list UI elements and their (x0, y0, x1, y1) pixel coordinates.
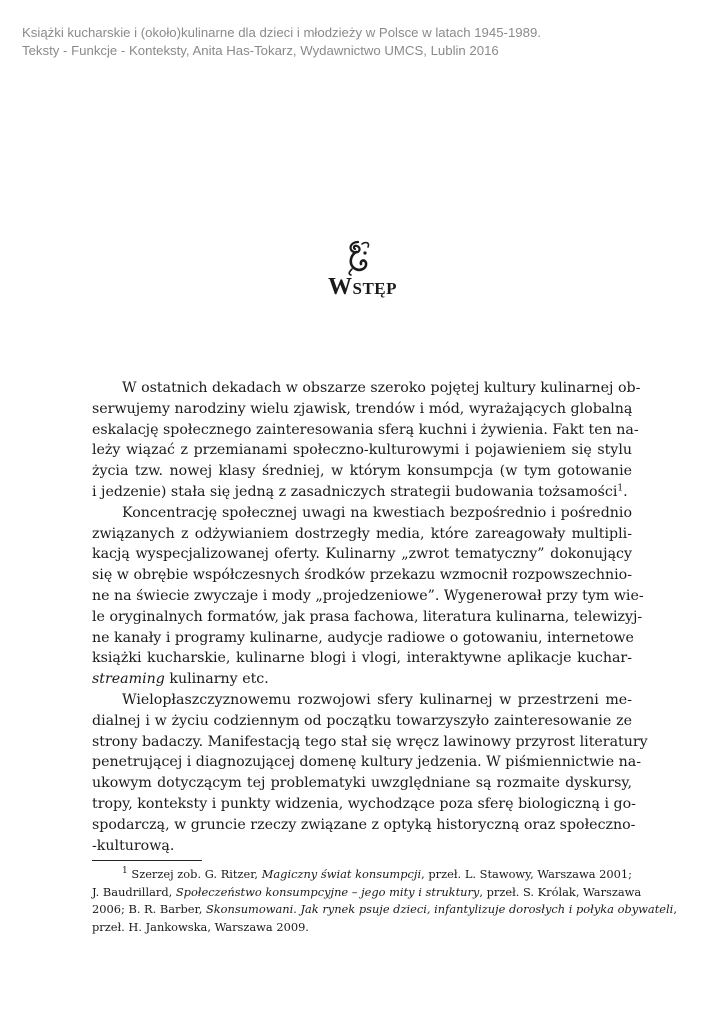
floral-ornament-icon (340, 238, 374, 276)
footnote-divider (92, 860, 202, 861)
paragraph-1-line: serwujemy narodziny wielu zjawisk, trendów i mód, wyrażających globalną (92, 400, 633, 417)
body-text (92, 378, 648, 856)
paragraph-1-end: . (623, 483, 628, 500)
paragraph-1-line: życia tzw. nowej klasy średniej, w którym konsumpcja (w tym gotowanie (92, 463, 632, 480)
paragraph-2-line: związanych z odżywianiem dostrzegły media, które zareagowały multipli- (92, 525, 632, 542)
paragraph-1-line: W ostatnich dekadach w obszarze szeroko pojętej kultury kulinarnej ob- (122, 380, 641, 396)
paragraph-3-line: strony badaczy. Manifestacją tego stał się wręcz lawinowy przyrost literatury (92, 733, 648, 750)
source-citation-header (22, 24, 712, 60)
paragraph-2-line: ne na świecie zwyczaje i mody „projedzeniowe”. Wygenerował przy tym wie- (92, 587, 644, 604)
footnote-reference: 1 (617, 483, 624, 494)
paragraph-3-line: penetrującej i diagnozującej domenę kultury jedzenia. W piśmiennictwie na- (92, 754, 641, 771)
chapter-title: Wstęp (327, 274, 398, 300)
paragraph-2-last-line (92, 669, 632, 690)
paragraph-3-last-line: -kulturową. (92, 837, 175, 854)
footnote-text: Szerzej zob. G. Ritzer, (127, 867, 262, 881)
paragraph-3-line: spodarczą, w gruncie rzeczy związane z optyką historyczną oraz społeczno- (92, 816, 636, 833)
paragraph-2-line: książki kucharskie, kulinarne blogi i vlogi, interaktywne aplikacje kuchar- (92, 650, 632, 667)
footnote-number: 1 (122, 866, 128, 877)
footnote-text: , (673, 902, 677, 917)
paragraph-2-line: kacją wyspecjalizowanej oferty. Kulinarny „zwrot tematyczny” dokonujący (92, 546, 632, 563)
footnote-line: przeł. H. Jankowska, Warszawa 2009. (92, 919, 309, 934)
footnote-text: 2006; B. R. Barber, (92, 902, 206, 917)
italic-term: streaming (92, 671, 165, 688)
paragraph-1-line: eskalację społecznego zainteresowania sferą kuchni i żywienia. Fakt ten na- (92, 421, 639, 438)
footnote-text: , przeł. L. Stawowy, Warszawa 2001; (421, 867, 632, 881)
footnote-italic-title: Skonsumowani. Jak rynek psuje dzieci, infantylizuje dorosłych i połyka obywateli (205, 902, 674, 917)
footnote-italic-title: Społeczeństwo konsumpcyjne – jego mity i struktury (175, 884, 480, 899)
source-citation-line-2: Teksty - Funkcje - Konteksty, Anita Has-Tokarz, Wydawnictwo UMCS, Lublin 2016 (22, 43, 499, 58)
paragraph-2-line: ne kanały i programy kulinarne, audycje radiowe o gotowaniu, internetowe (92, 629, 634, 646)
paragraph-2-line: się w obrębie współczesnych środków przekazu wzmocnił rozpowszechnio- (92, 567, 632, 584)
paragraph-2-line-text: kulinarny etc. (164, 671, 269, 688)
paragraph-3-line: tropy, konteksty i punkty widzenia, wychodzące poza sferę biologiczną i go- (92, 795, 636, 812)
footnote-text: J. Baudrillard, (92, 884, 176, 899)
paragraph-3-line: ukowym dotyczącym tej problematyki uwzględniane są rozmaite dyskursy, (92, 775, 632, 792)
paragraph-1-line-text: i jedzenie) stała się jedną z zasadniczych strategii budowania tożsamości (92, 483, 618, 500)
paragraph-3-line: dialnej i w życiu codziennym od początku towarzyszyło zainteresowanie ze (92, 712, 632, 729)
paragraph-1-line: leży wiązać z przemianami społeczno-kulturowymi i pojawieniem się stylu (92, 442, 632, 459)
paragraph-1-last-line (92, 482, 632, 503)
footnote-line (92, 884, 642, 902)
footnote-text: , przeł. S. Królak, Warszawa (479, 884, 642, 899)
paragraph-2-line: le oryginalnych formatów, jak prasa fachowa, literatura kulinarna, telewizyj- (92, 608, 643, 625)
source-citation-line-1: Książki kucharskie i (około)kulinarne dla dzieci i młodzieży w Polsce w latach 1945-1989. (22, 25, 541, 40)
footnote-italic-title: Magiczny świat konsumpcji (261, 867, 422, 881)
footnote-line (92, 901, 677, 919)
paragraph-3-line: Wielopłaszczyznowemu rozwojowi sfery kulinarnej w przestrzeni me- (122, 691, 632, 708)
paragraph-2-line: Koncentrację społecznej uwagi na kwestiach bezpośrednio i pośrednio (122, 504, 632, 521)
footnote-line (92, 866, 632, 884)
footnote (92, 866, 677, 936)
